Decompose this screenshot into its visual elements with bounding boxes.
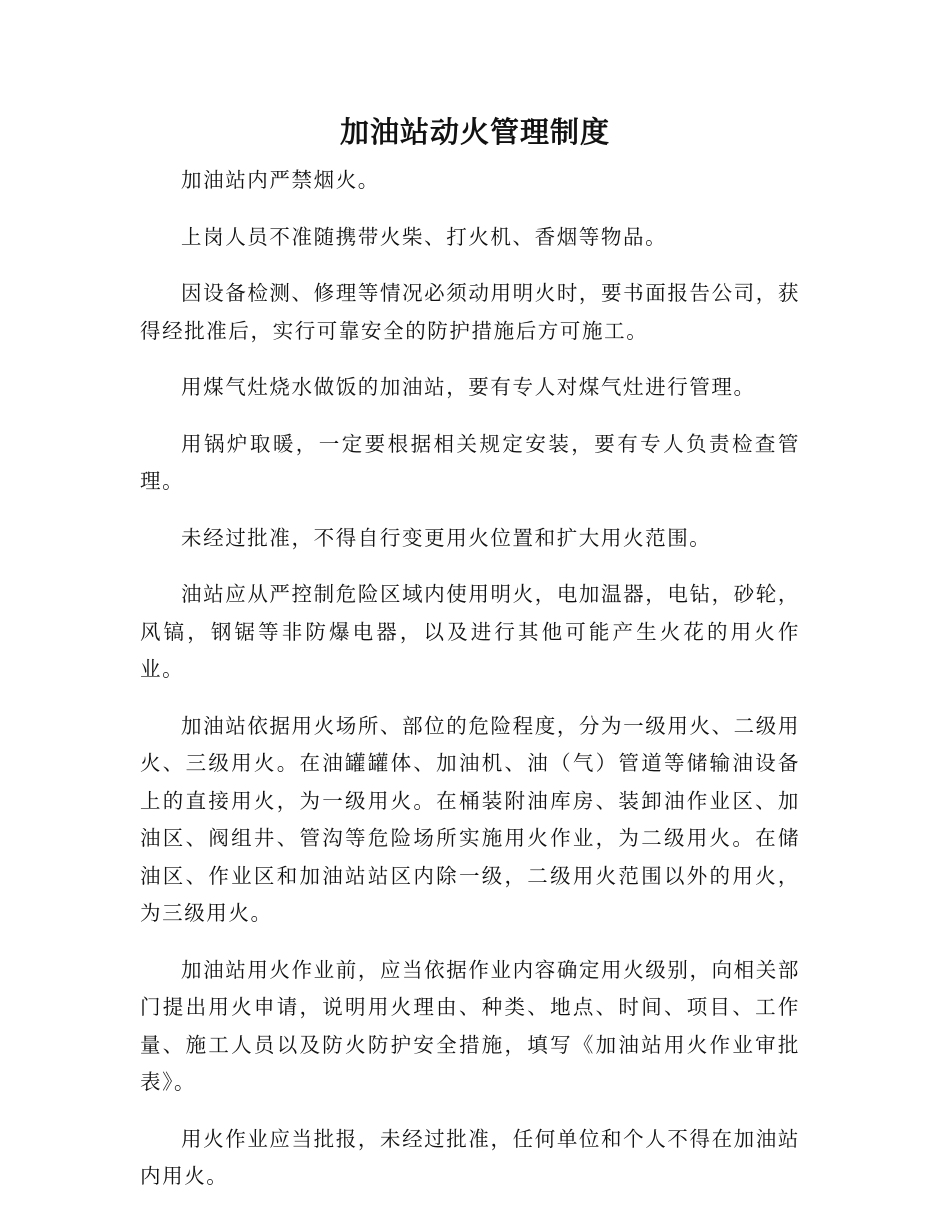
paragraph-6: 未经过批准，不得自行变更用火位置和扩大用火范围。 (181, 525, 712, 550)
paragraph-9: 加油站用火作业前，应当依据作业内容确定用火级别，向相关部门提出用火申请，说明用火理由、种类、地点、时间、项目、工作量、施工人员以及防火防护安全措施，填写《加油站用火作业审批表》。 (140, 957, 800, 1094)
paragraph-7: 油站应从严控制危险区域内使用明火，电加温器，电钻，砂轮，风镐，钢锯等非防爆电器，以及进行其他可能产生火花的用火作业。 (140, 582, 800, 681)
paragraph-4: 用煤气灶烧水做饭的加油站，要有专人对煤气灶进行管理。 (181, 375, 756, 399)
paragraph-5: 用锅炉取暖，一定要根据相关规定安装，要有专人负责检查管理。 (140, 431, 800, 493)
paragraph-1: 加油站内严禁烟火。 (181, 168, 380, 192)
paragraph-2: 上岗人员不准随携带火柴、打火机、香烟等物品。 (181, 224, 668, 249)
paragraph-10: 用火作业应当批报，未经过批准，任何单位和个人不得在加油站内用火。 (140, 1126, 800, 1188)
paragraph-8: 加油站依据用火场所、部位的危险程度，分为一级用火、二级用火、三级用火。在油罐罐体、加油机、油（气）管道等储输油设备上的直接用火，为一级用火。在桶装附油库房、装卸油作业区、加油区、阀组井、管沟等危险场所实施用火作业，为二级用火。在储油区、作业区和加油站站区内除一级，二级用火范围以外的用火，为三级用火。 (140, 713, 800, 925)
document-title: 加油站动火管理制度 (339, 115, 610, 149)
document-body (140, 162, 800, 1215)
paragraph-3: 因设备检测、修理等情况必须动用明火时，要书面报告公司，获得经批准后，实行可靠安全的防护措施后方可施工。 (140, 281, 800, 343)
